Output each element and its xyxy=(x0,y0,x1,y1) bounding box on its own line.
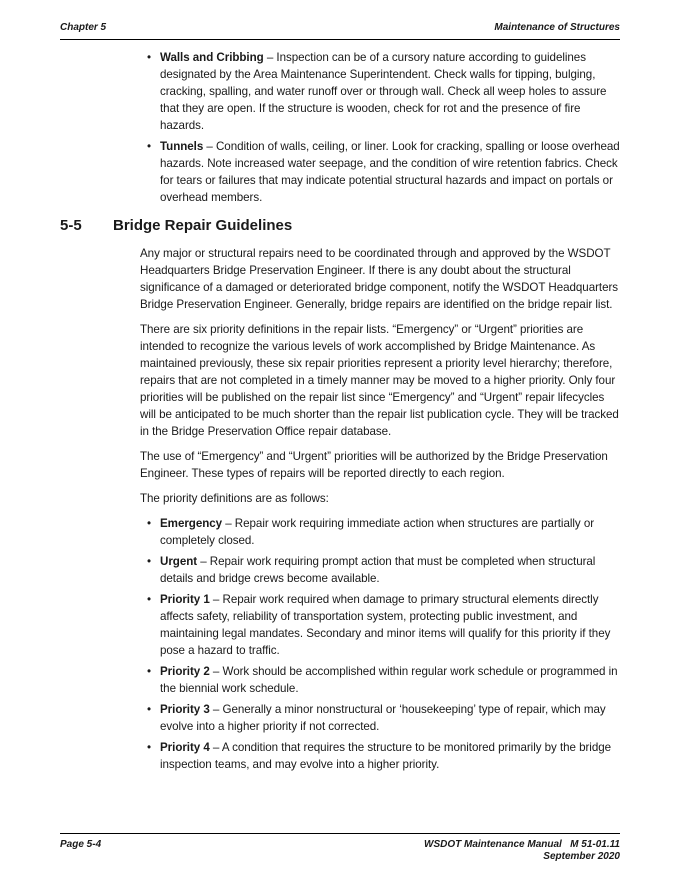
manual-name: WSDOT Maintenance Manual M 51-01.11 xyxy=(424,839,620,850)
bullet-text: – Condition of walls, ceiling, or liner. Look for cracking, spalling or loose overhead hazards. Note increased water seepage, and the condition of wire retention fabrics. Check for tears or failures that may indicate potential structural hazards and impact on portals or overhead members. xyxy=(160,140,620,204)
list-item: • Priority 2 – Work should be accomplished within regular work schedule or programmed in the biennial work schedule. xyxy=(147,665,618,695)
paragraph: The priority definitions are as follows: xyxy=(140,492,329,505)
priority-term: Priority 2 xyxy=(160,665,210,678)
list-item: • Tunnels – Condition of walls, ceiling, or liner. Look for cracking, spalling or loose overhead hazards. Note increased water seepage, and the condition of wire retention fabrics. Check for tears or failures that may indicate potential structural hazards and impact on portals or overhead members. xyxy=(147,140,620,204)
list-item: • Priority 1 – Repair work required when damage to primary structural elements directly affects safety, reliability of transportation system, protecting public investment, and maintaining legal mandates. Secondary and minor items will qualify for this priority if they pose a hazard to traffic. xyxy=(147,593,611,657)
priority-text: – Repair work requiring prompt action that must be completed when structural details and bridge crews become available. xyxy=(160,555,596,585)
section-body xyxy=(140,245,622,777)
priority-text: – Work should be accomplished within regular work schedule or programmed in the biennial work schedule. xyxy=(160,665,618,695)
top-bullet-list xyxy=(140,49,622,210)
bullet-text: – Inspection can be of a cursory nature according to guidelines designated by the Area Maintenance Superintendent. Check walls for tipping, bulging, cracking, spalling, and water runoff over or through wall. Check all weep holes to assure that they are open. If the structure is wooden, check for rot and the presence of fire hazards. xyxy=(160,51,607,132)
list-item: • Priority 3 – Generally a minor nonstructural or ‘housekeeping’ type of repair, which may evolve into a higher priority if not corrected. xyxy=(147,703,606,733)
priority-text: – Generally a minor nonstructural or ‘housekeeping’ type of repair, which may evolve into a higher priority if not corrected. xyxy=(160,703,606,733)
priority-text: – Repair work requiring immediate action when structures are partially or completely closed. xyxy=(160,517,595,547)
page-number: Page 5-4 xyxy=(60,839,102,850)
page-footer xyxy=(60,833,620,862)
page-header xyxy=(60,22,620,40)
priority-term: Emergency xyxy=(160,517,223,530)
chapter-label: Chapter 5 xyxy=(60,22,107,33)
bullet-term: Tunnels xyxy=(160,140,204,153)
priority-list xyxy=(140,515,622,773)
list-item: • Urgent – Repair work requiring prompt action that must be completed when structural details and bridge crews become available. xyxy=(147,555,596,585)
priority-term: Priority 3 xyxy=(160,703,210,716)
priority-term: Urgent xyxy=(160,555,198,568)
priority-term: Priority 4 xyxy=(160,741,210,754)
section-heading xyxy=(60,217,293,234)
section-title: Bridge Repair Guidelines xyxy=(113,217,293,234)
publication-date: September 2020 xyxy=(543,851,620,862)
paragraph: Any major or structural repairs need to be coordinated through and approved by the WSDOT Headquarters Bridge Preservation Engineer. If there is any doubt about the structural significance of a damaged or deteriorated bridge component, notify the WSDOT Headquarters Bridge Preservation Engineer. Generally, bridge repairs are identified on the bridge repair list. xyxy=(140,247,619,311)
paragraph: The use of “Emergency” and “Urgent” priorities will be authorized by the Bridge Preservation Engineer. These types of repairs will be reported directly to each region. xyxy=(140,450,608,480)
list-item: • Emergency – Repair work requiring immediate action when structures are partially or completely closed. xyxy=(147,517,595,547)
list-item: • Walls and Cribbing – Inspection can be of a cursory nature according to guidelines designated by the Area Maintenance Superintendent. Check walls for tipping, bulging, cracking, spalling, and water runoff over or through wall. Check all weep holes to assure that they are open. If the structure is wooden, check for rot and the presence of fire hazards. xyxy=(147,51,607,132)
priority-term: Priority 1 xyxy=(160,593,210,606)
list-item: • Priority 4 – A condition that requires the structure to be monitored primarily by the bridge inspection teams, and may evolve into a higher priority. xyxy=(147,741,612,771)
chapter-title: Maintenance of Structures xyxy=(494,22,620,33)
priority-text: – Repair work required when damage to primary structural elements directly affects safety, reliability of transportation system, protecting public investment, and maintaining legal mandates. Secondary and minor items will qualify for this priority if they pose a hazard to traffic. xyxy=(160,593,611,657)
priority-text: – A condition that requires the structure to be monitored primarily by the bridge inspection teams, and may evolve into a higher priority. xyxy=(160,741,612,771)
section-number: 5-5 xyxy=(60,217,82,234)
paragraph: There are six priority definitions in the repair lists. “Emergency” or “Urgent” priorities are intended to recognize the various levels of work accomplished by Bridge Maintenance. As maintained previously, these six repair priorities represent a priority level hierarchy; therefore, repairs that are not completed in a timely manner may be moved to a higher priority. Only four priorities will be published on the repair list since “Emergency” and “Urgent” repair lifecycles will be anticipated to be much shorter than the repair list publication cycle. They will be tracked in the Bridge Preservation Office repair database. xyxy=(140,323,619,438)
bullet-term: Walls and Cribbing xyxy=(160,51,264,64)
